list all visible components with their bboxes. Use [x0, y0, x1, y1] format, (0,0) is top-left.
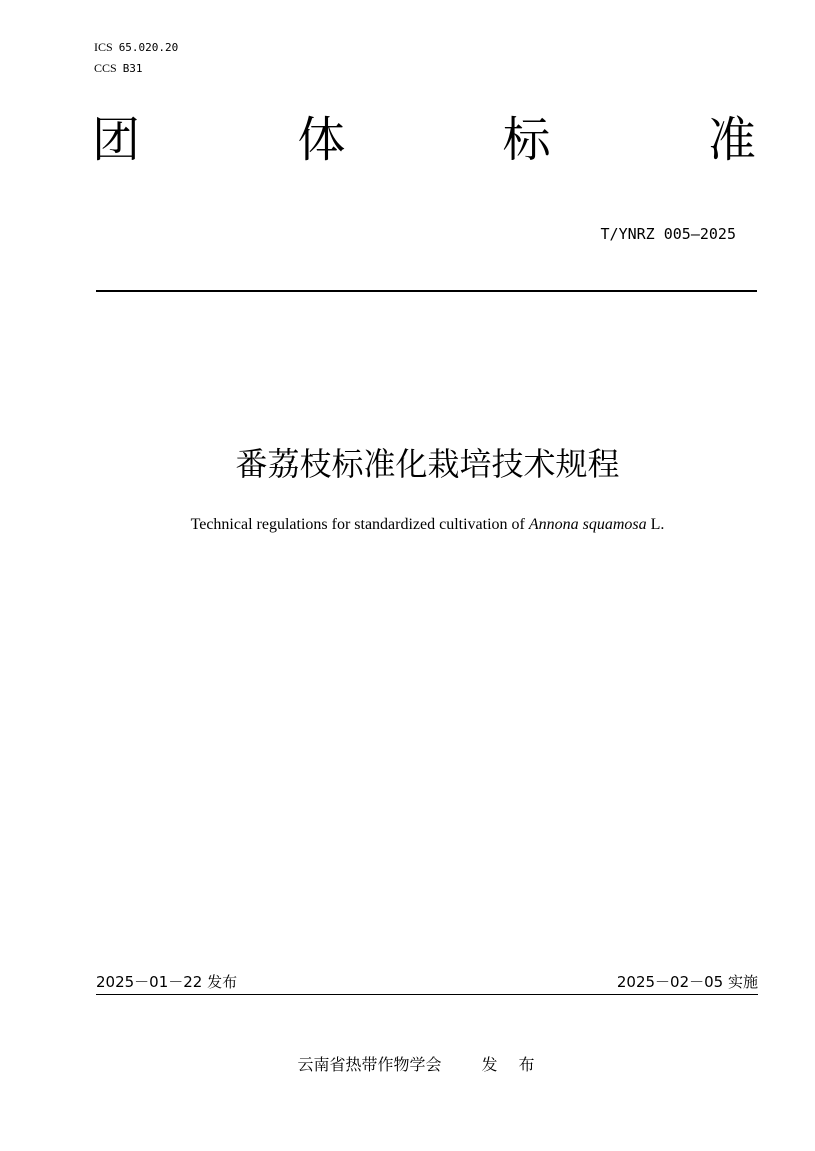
standard-type-heading [92, 108, 756, 172]
standard-type-char-1: 团 [92, 112, 141, 168]
publish-date: 2025－01－22 发布 [96, 973, 238, 991]
ics-line [94, 40, 178, 55]
issue-word: 发 布 [481, 1055, 543, 1074]
document-title-cn: 番荔枝标准化栽培技术规程 [235, 445, 620, 483]
standard-number: T/YNRZ 005—2025 [600, 225, 736, 243]
issuer-line [0, 1054, 815, 1076]
header-divider [96, 290, 757, 292]
standard-type-char-2: 体 [297, 112, 346, 168]
standard-type-char-3: 标 [502, 112, 551, 168]
title-en-suffix: L. [646, 516, 665, 533]
title-en-scientific-name: Annona squamosa [528, 516, 647, 533]
ics-label: ICS [94, 40, 113, 54]
ccs-label: CCS [94, 61, 117, 75]
title-en-prefix: Technical regulations for standardized cultivation of [190, 516, 529, 533]
implement-date: 2025－02－05 实施 [616, 973, 758, 991]
ccs-line [94, 61, 143, 76]
standard-type-char-4: 准 [707, 112, 756, 168]
ccs-value: B31 [122, 62, 143, 75]
issuer-name: 云南省热带作物学会 [297, 1055, 442, 1074]
ics-value: 65.020.20 [118, 41, 179, 54]
footer-divider [96, 994, 758, 995]
document-title-en [0, 514, 815, 536]
